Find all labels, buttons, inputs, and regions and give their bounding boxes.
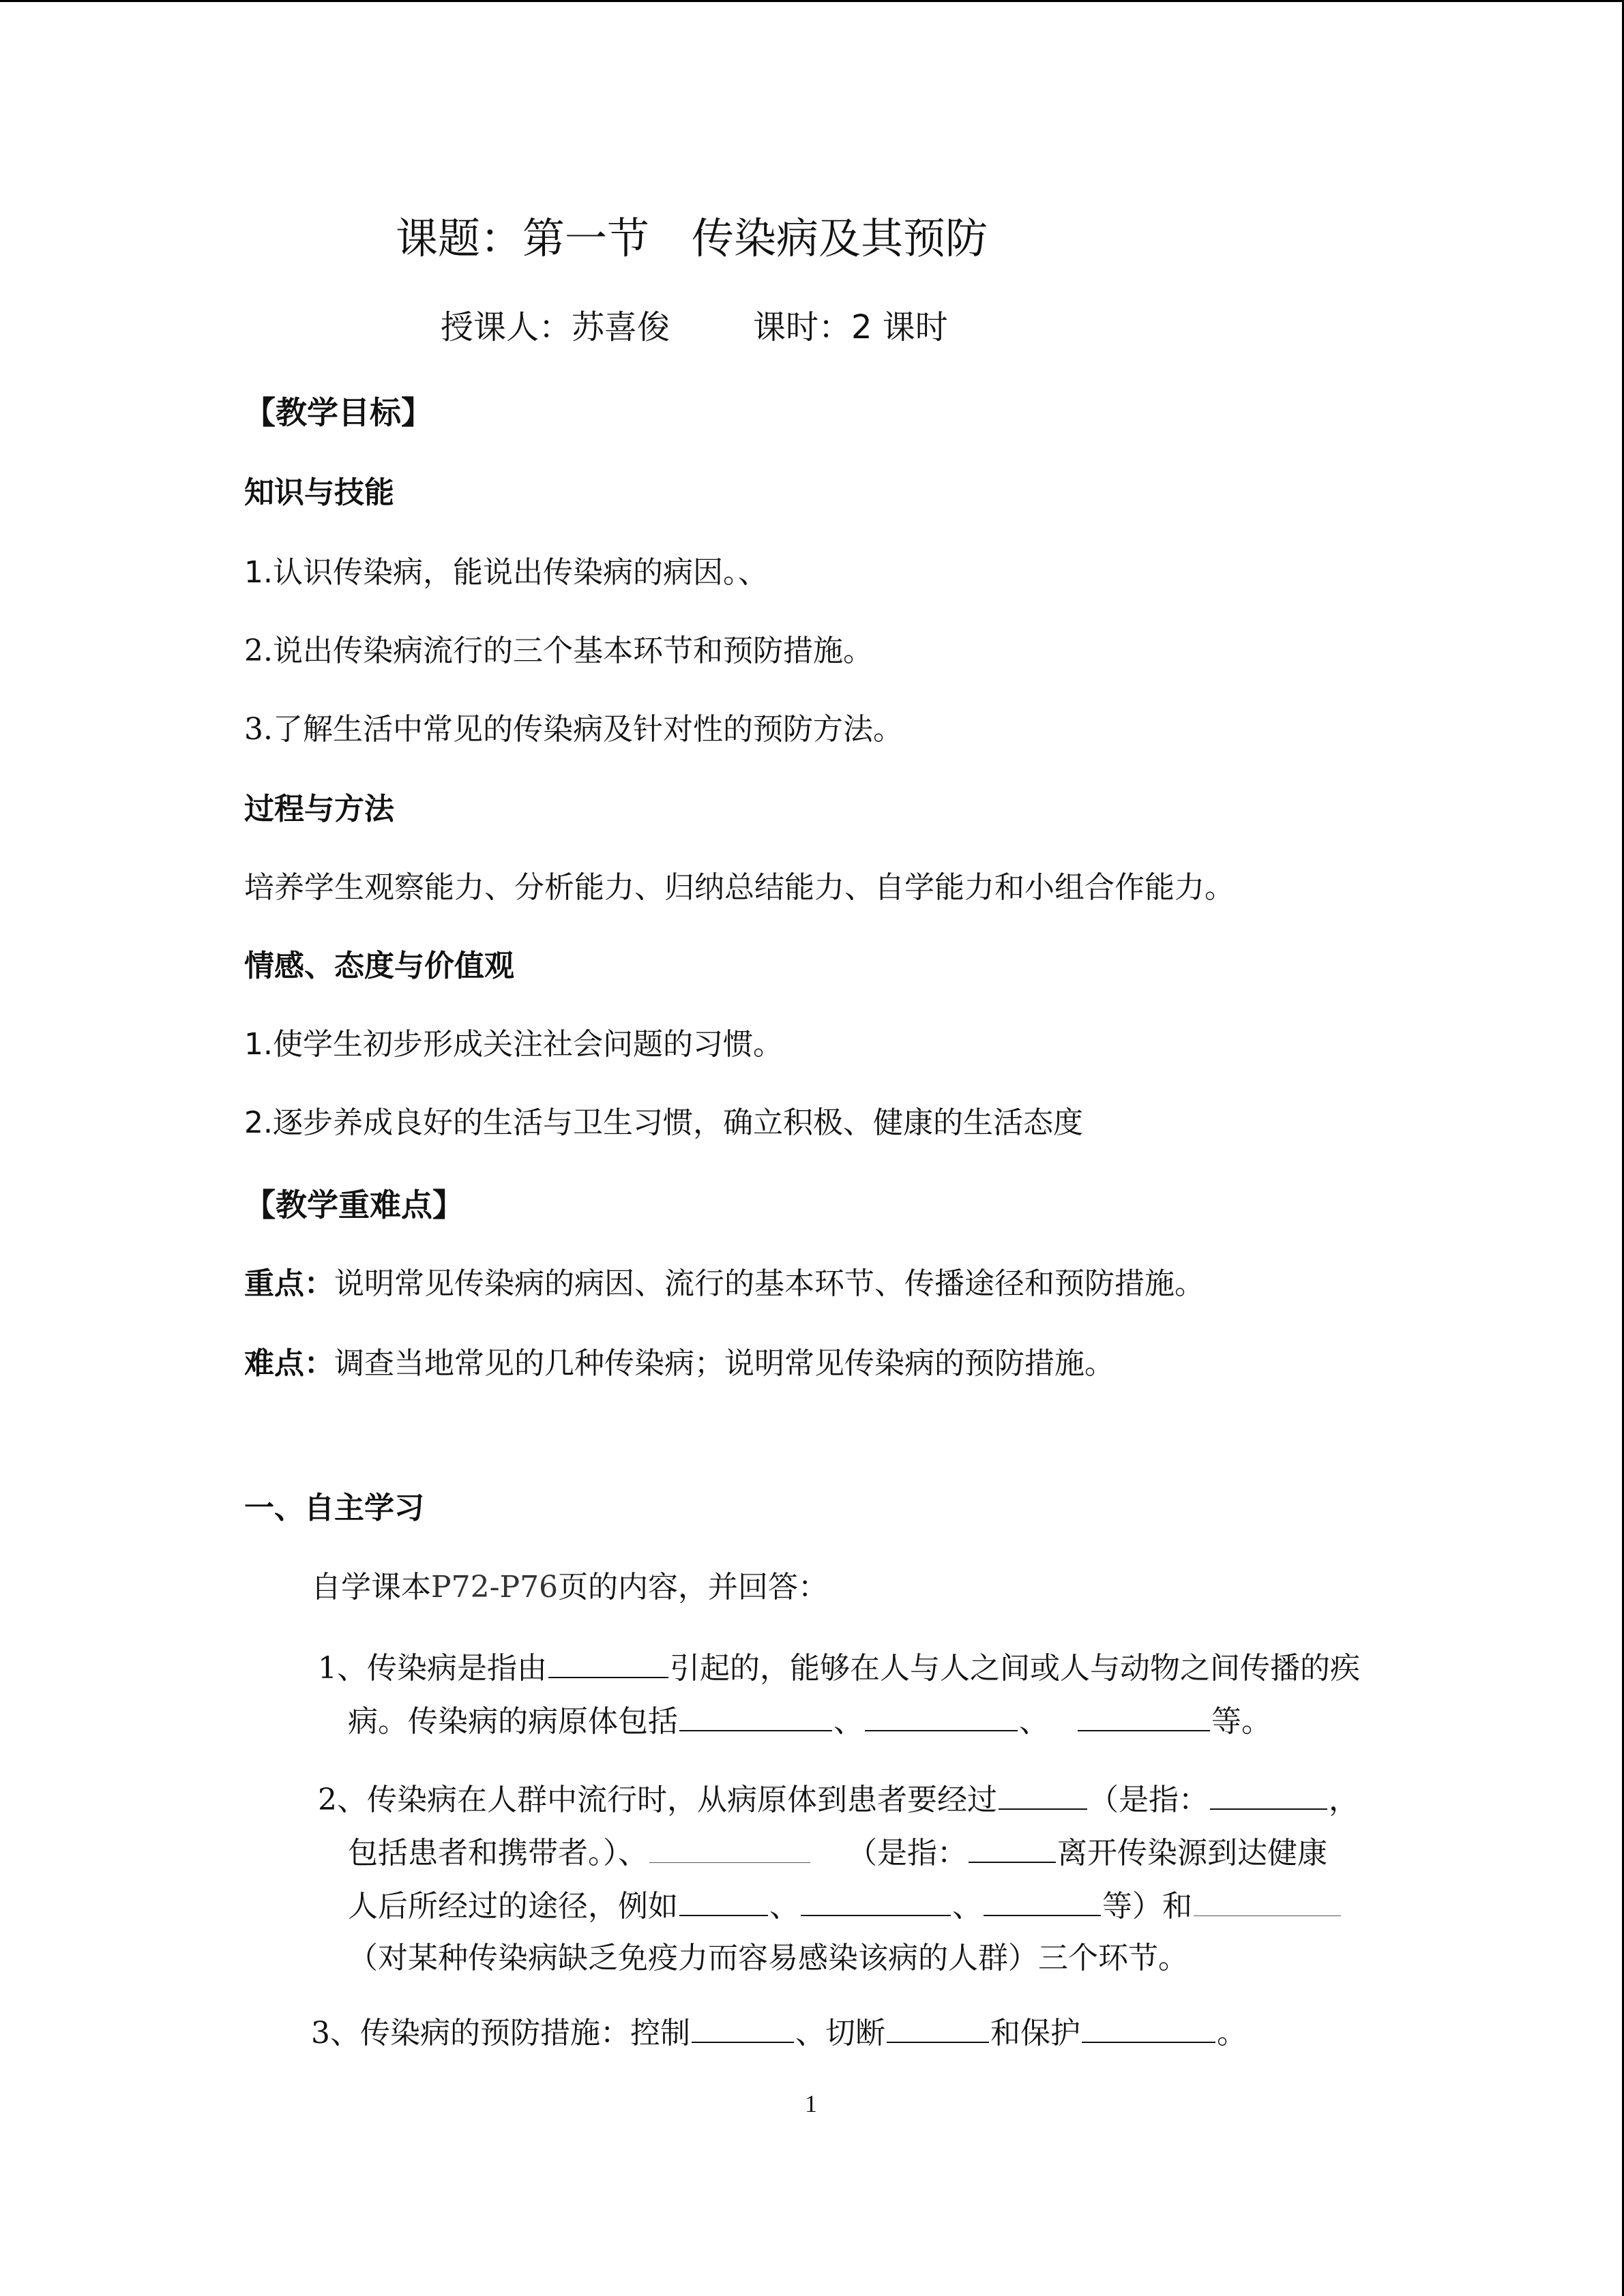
- answer-blank[interactable]: [984, 1885, 1101, 1916]
- intro-text-a: 自学课本: [311, 1570, 431, 1605]
- q1-text: 病。传染病的病原体包括: [348, 1704, 678, 1739]
- q2-text: 包括患者和携带者。）、: [348, 1836, 648, 1870]
- answer-blank[interactable]: [649, 1832, 810, 1863]
- q3-text: 。: [1217, 2016, 1247, 2051]
- q3-text: 、传染病的预防措施：控制: [330, 2016, 690, 2051]
- question-1-line-2: [348, 1700, 1271, 1742]
- knowledge-heading: 知识与技能: [244, 475, 394, 510]
- q1-text: 、: [833, 1704, 863, 1739]
- q1-text: 等。: [1211, 1704, 1271, 1739]
- item-text: 说出传染病流行的三个基本环节和预防措施。: [272, 633, 873, 668]
- answer-blank[interactable]: [999, 1778, 1087, 1810]
- difficult-point-row: [244, 1343, 1114, 1384]
- answer-blank[interactable]: [1194, 1885, 1341, 1916]
- item-number: 2.: [244, 633, 273, 668]
- question-3-line-1: [311, 2012, 1247, 2054]
- question-2-line-2: [348, 1832, 1327, 1874]
- answer-blank[interactable]: [679, 1885, 768, 1916]
- answer-blank[interactable]: [801, 1885, 951, 1916]
- difficult-point-text: 调查当地常见的几种传染病；说明常见传染病的预防措施。: [334, 1346, 1114, 1381]
- class-hours-label: 课时：2 课时: [753, 308, 948, 346]
- difficult-point-label: 难点：: [244, 1346, 334, 1381]
- key-points-heading: 【教学重难点】: [244, 1187, 464, 1223]
- knowledge-item-1: 1.认识传染病，能说出传染病的病因。、: [244, 555, 768, 590]
- process-text: 培养学生观察能力、分析能力、归纳总结能力、自学能力和小组合作能力。: [244, 870, 1235, 905]
- answer-blank[interactable]: [692, 2012, 794, 2043]
- emotion-item-1: 1.使学生初步形成关注社会问题的习惯。: [244, 1027, 783, 1062]
- knowledge-item-3: [244, 709, 903, 750]
- page-border-top: [0, 0, 1624, 2]
- intro-pages: P72-P76: [431, 1570, 559, 1605]
- q1-text: 、传染病是指由: [337, 1651, 547, 1686]
- answer-blank[interactable]: [969, 1832, 1056, 1863]
- question-2-line-4: （对某种传染病缺乏免疫力而容易感染该病的人群）三个环节。: [348, 1941, 1188, 1976]
- q2-text: 等）和: [1102, 1889, 1192, 1924]
- objectives-heading: 【教学目标】: [244, 394, 432, 431]
- knowledge-item-2: [244, 631, 873, 672]
- q2-text: （是指：: [1089, 1783, 1209, 1817]
- q1-text: 引起的，能够在人与人之间或人与动物之间传播的疾: [670, 1651, 1360, 1686]
- item-text: 了解生活中常见的传染病及针对性的预防方法。: [272, 712, 903, 747]
- question-1-line-1: [318, 1647, 1360, 1689]
- answer-blank[interactable]: [887, 2012, 989, 2043]
- item-number: 3.: [244, 712, 273, 747]
- self-study-intro: [311, 1567, 828, 1608]
- question-2-line-3: [348, 1885, 1342, 1927]
- answer-blank[interactable]: [548, 1647, 668, 1678]
- page-number: 1: [805, 2090, 817, 2117]
- self-study-heading: 一、自主学习: [244, 1491, 424, 1525]
- question-number: 2: [318, 1783, 337, 1817]
- q1-text: 、: [1019, 1704, 1049, 1739]
- emotion-item-2: 2.逐步养成良好的生活与卫生习惯，确立积极、健康的生活态度: [244, 1105, 1083, 1140]
- key-point-row: [244, 1264, 1205, 1304]
- q3-text: 、切断: [795, 2016, 885, 2051]
- answer-blank[interactable]: [1210, 1778, 1327, 1810]
- key-point-text: 说明常见传染病的病因、流行的基本环节、传播途径和预防措施。: [334, 1266, 1205, 1301]
- answer-blank[interactable]: [865, 1700, 1018, 1731]
- page-title: 课题：第一节 传染病及其预防: [396, 213, 988, 263]
- key-point-label: 重点：: [244, 1266, 334, 1301]
- q2-text: ，: [1329, 1783, 1359, 1817]
- question-number: 3: [311, 2016, 330, 2051]
- question-2-line-1: [318, 1778, 1359, 1821]
- emotion-heading: 情感、态度与价值观: [244, 949, 514, 983]
- q2-text: 、传染病在人群中流行时，从病原体到患者要经过: [337, 1783, 997, 1817]
- q2-text: 离开传染源到达健康: [1057, 1836, 1327, 1870]
- q2-text: 、: [769, 1889, 799, 1924]
- intro-text-b: 页的内容，并回答：: [558, 1570, 829, 1605]
- q2-text: 人后所经过的途径，例如: [348, 1889, 678, 1924]
- q3-text: 和保护: [990, 2016, 1080, 2051]
- answer-blank[interactable]: [679, 1700, 832, 1731]
- process-heading: 过程与方法: [244, 792, 394, 826]
- question-number: 1: [318, 1651, 337, 1686]
- q2-text: （是指：: [847, 1836, 967, 1870]
- answer-blank[interactable]: [1082, 2012, 1215, 2043]
- q2-text: 、: [952, 1889, 982, 1924]
- answer-blank[interactable]: [1078, 1700, 1210, 1731]
- teacher-label: 授课人：苏喜俊: [441, 308, 670, 346]
